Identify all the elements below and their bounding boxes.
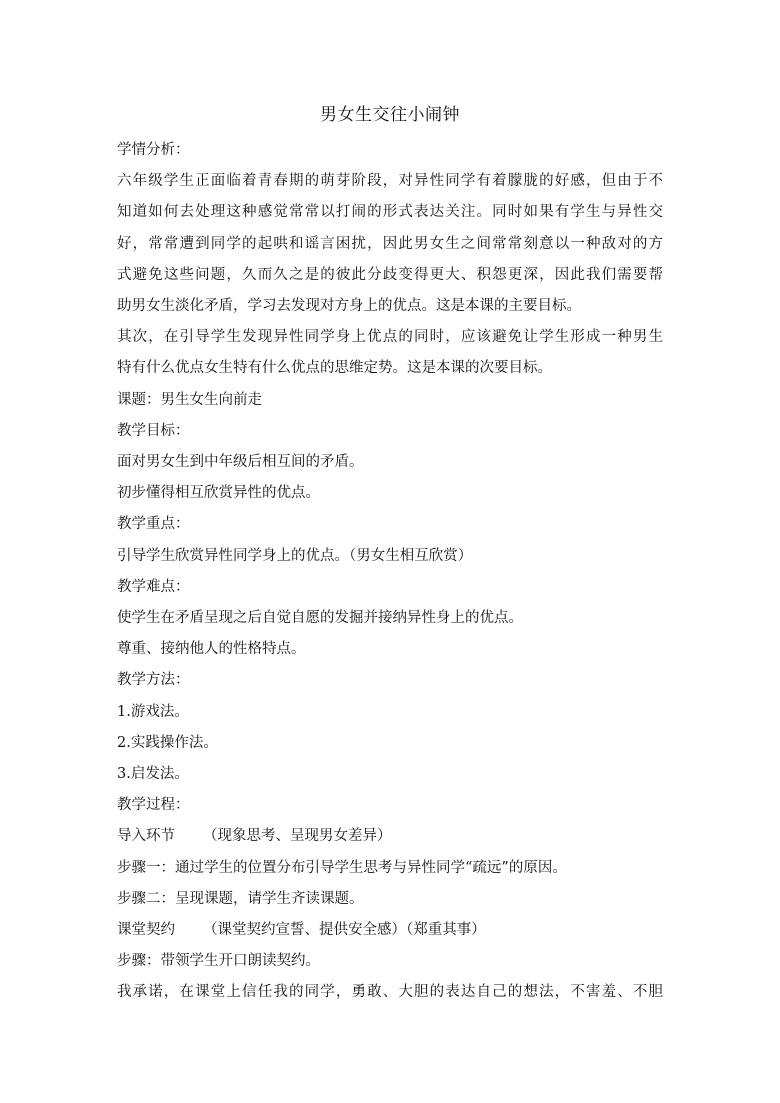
step-line: 步骤：带领学生开口朗读契约。 <box>117 953 320 970</box>
section-heading: 教学重点： <box>117 516 190 533</box>
paragraph-line: 六年级学生正面临着青春期的萌芽阶段，对异性同学有着朦胧的好感，但由于不 <box>117 173 663 190</box>
paragraph-line: 初步懂得相互欣赏异性的优点。 <box>117 485 320 502</box>
section-heading: 教学难点： <box>117 578 190 595</box>
paragraph-line: 尊重、接纳他人的性格特点。 <box>117 641 306 658</box>
paragraph-line: 其次，在引导学生发现异性同学身上优点的同时，应该避免让学生形成一种男生 <box>117 329 663 346</box>
paragraph-line: 知道如何去处理这种感觉常常以打闹的形式表达关注。同时如果有学生与异性交 <box>117 204 663 221</box>
paragraph-line: 引导学生欣赏异性同学身上的优点。（男女生相互欣赏） <box>117 547 473 564</box>
intro-label: 导入环节 <box>117 828 175 845</box>
paragraph-line: 面对男女生到中年级后相互间的矛盾。 <box>117 454 364 471</box>
paragraph-line: 使学生在矛盾呈现之后自觉自愿的发掘并接纳异性身上的优点。 <box>117 610 523 627</box>
lesson-topic: 课题：男生女生向前走 <box>117 391 262 408</box>
step-line: 步骤一：通过学生的位置分布引导学生思考与异性同学“疏远”的原因。 <box>117 859 567 876</box>
contract-note: （课堂契约宣誓、提供安全感）（郑重其事） <box>203 922 486 939</box>
intro-section <box>117 821 663 852</box>
list-item: 2.实践操作法。 <box>117 734 218 751</box>
section-heading: 教学目标： <box>117 422 190 439</box>
contract-label: 课堂契约 <box>117 922 175 939</box>
list-item: 1.游戏法。 <box>117 703 189 720</box>
paragraph-line: 特有什么优点女生特有什么优点的思维定势。这是本课的次要目标。 <box>117 360 552 377</box>
list-item: 3.启发法。 <box>117 766 189 783</box>
contract-section <box>117 915 663 946</box>
document-body <box>117 135 663 1009</box>
section-heading: 教学过程： <box>117 797 190 814</box>
paragraph-line: 式避免这些问题，久而久之是的彼此分歧变得更大、积怨更深，因此我们需要帮 <box>117 266 663 283</box>
intro-note: （现象思考、呈现男女差异） <box>203 828 392 845</box>
document-title: 男女生交往小闹钟 <box>320 105 460 125</box>
section-heading: 学情分析： <box>117 142 190 158</box>
section-heading: 教学方法： <box>117 672 190 689</box>
paragraph-line: 助男女生淡化矛盾，学习去发现对方身上的优点。这是本课的主要目标。 <box>117 298 581 315</box>
paragraph-line: 好，常常遭到同学的起哄和谣言困扰，因此男女生之间常常刻意以一种敌对的方 <box>117 235 663 252</box>
step-line: 步骤二：呈现课题，请学生齐读课题。 <box>117 890 364 907</box>
paragraph-line: 我承诺，在课堂上信任我的同学，勇敢、大胆的表达自己的想法，不害羞、不胆 <box>117 984 663 1001</box>
